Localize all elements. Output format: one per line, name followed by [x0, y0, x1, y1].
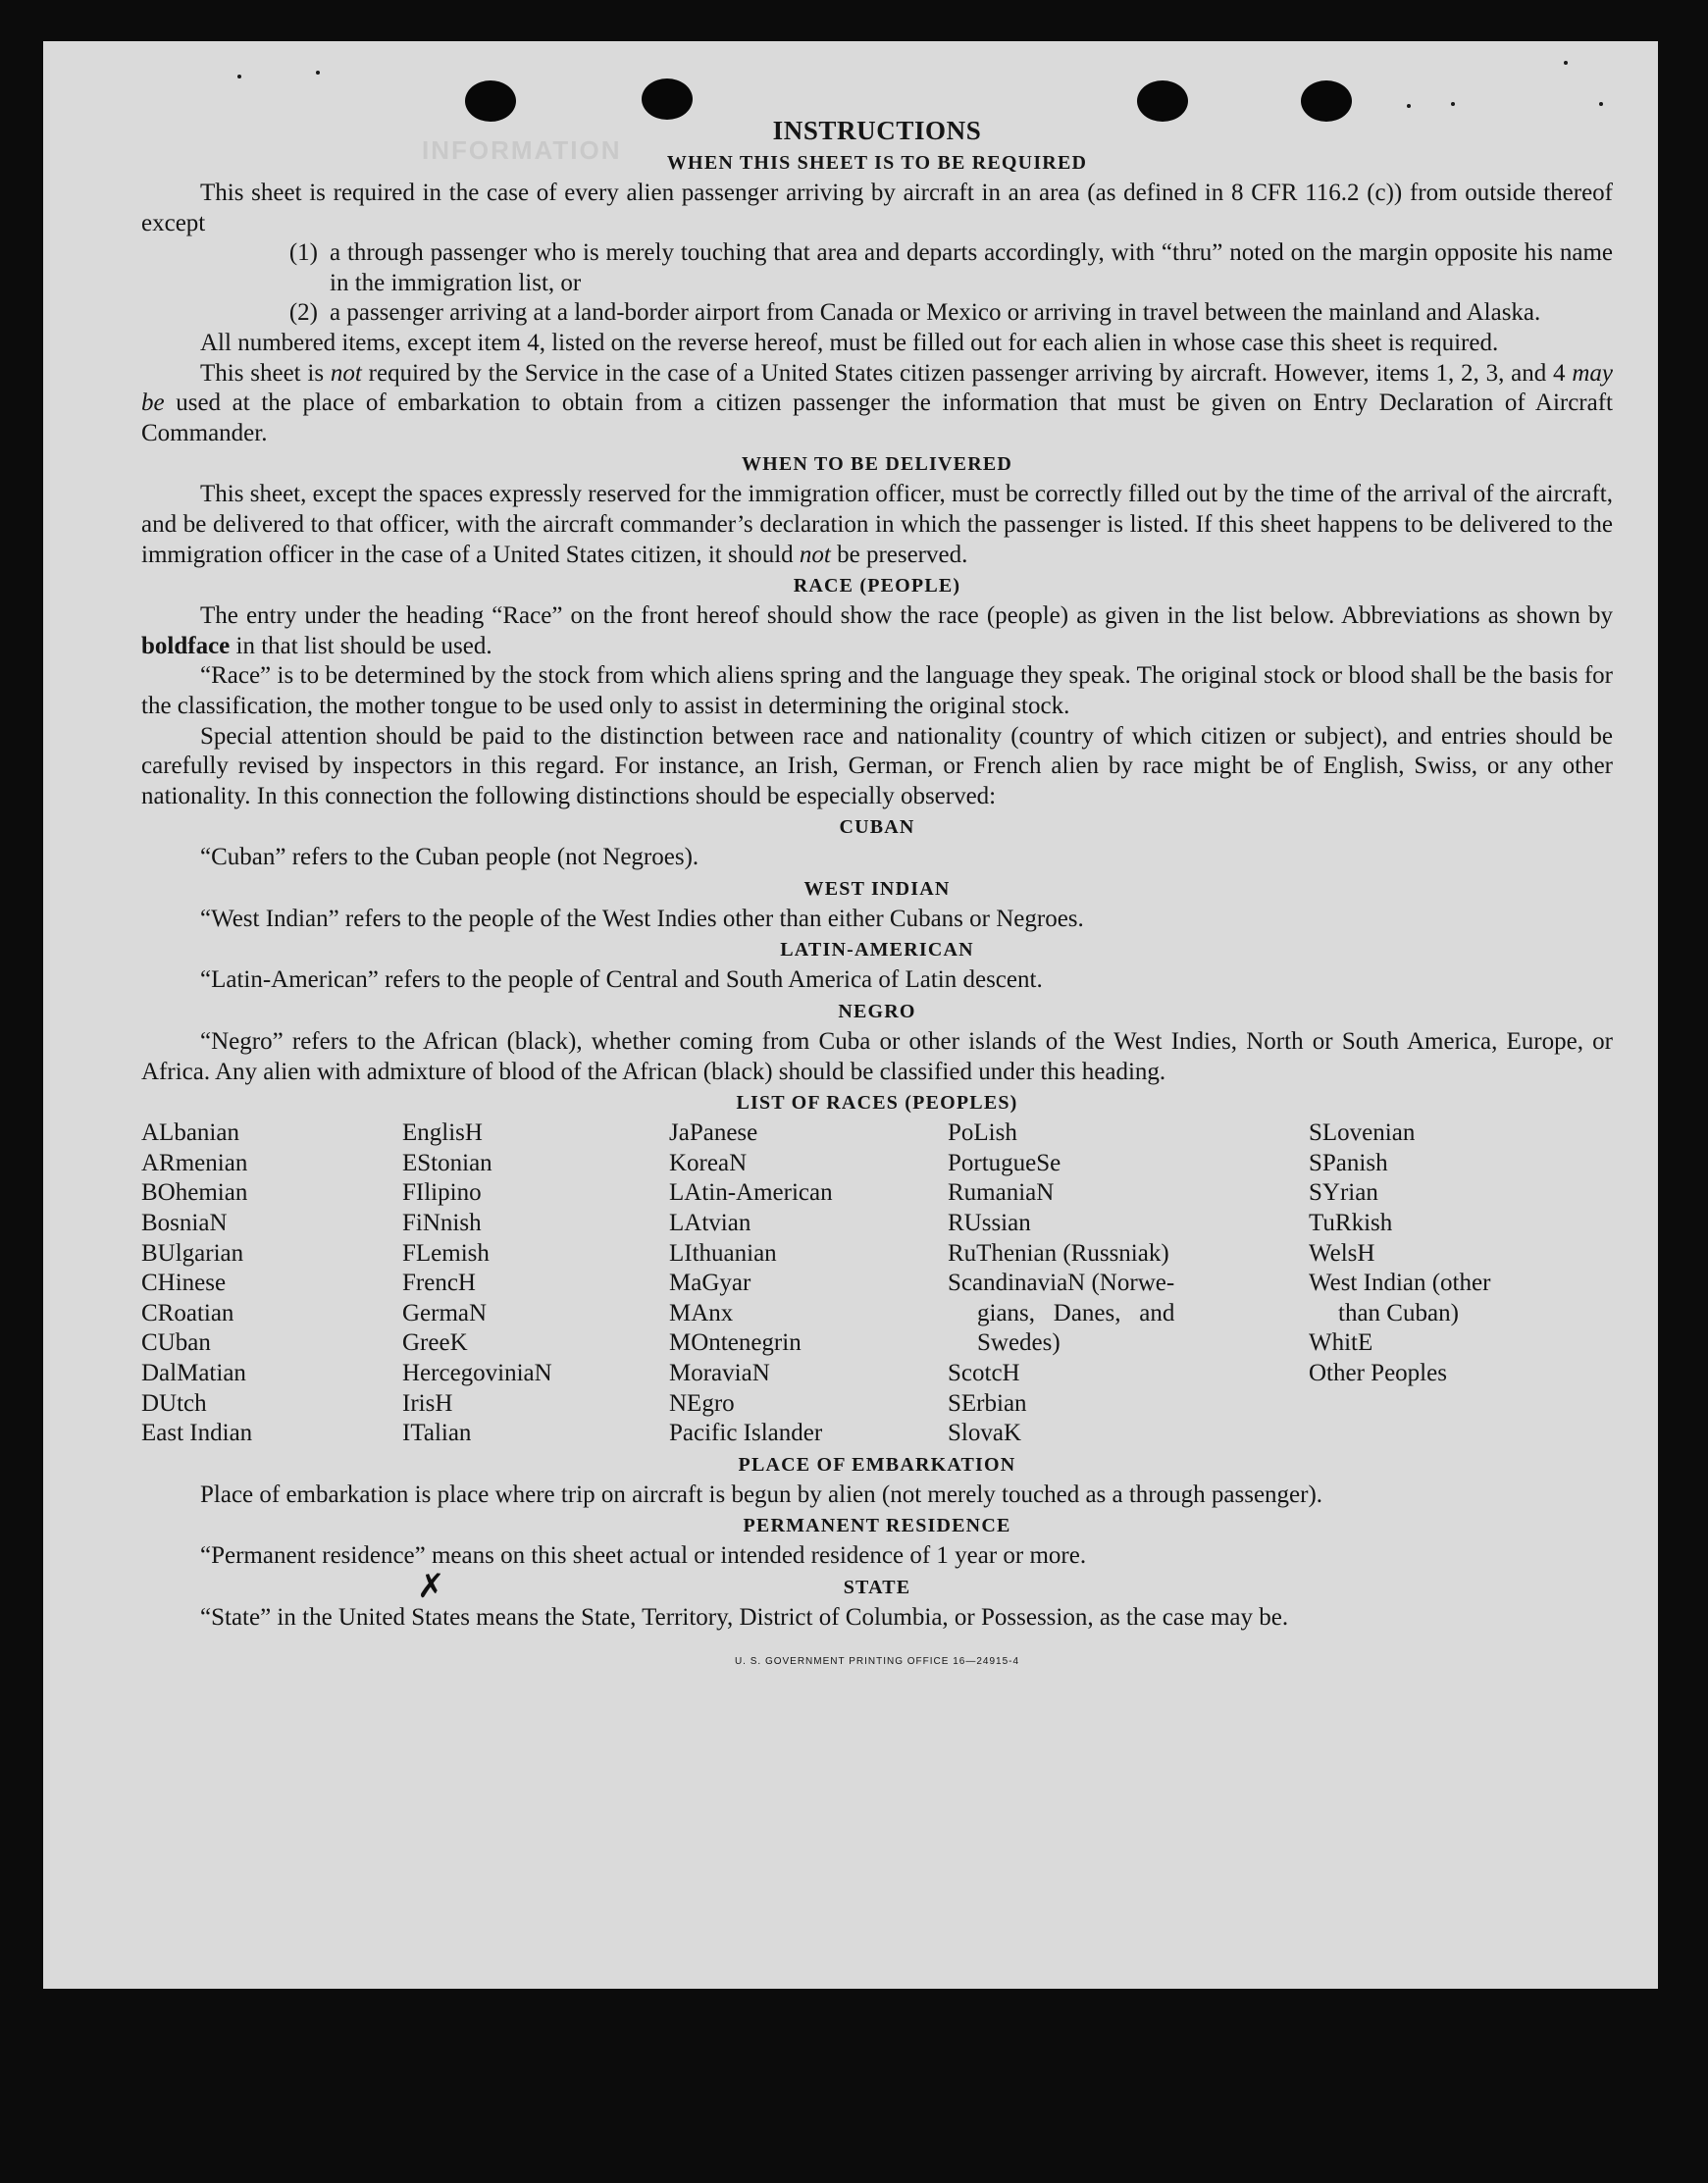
paragraph: Special attention should be paid to the distinction between race and nationality (country of which citizen or subject), and entries should be carefully revised by inspectors in this regard. For instance, an Irish, German, or French alien by race might be of English, Swiss, or any other nationality. In this connection the following distinctions should be especially observed: [141, 722, 1613, 809]
section-heading-delivered: WHEN TO BE DELIVERED [741, 453, 1013, 476]
paragraph: “Latin-American” refers to the people of Central and South America of Latin descent. [200, 966, 1043, 994]
race-item: BosniaN [141, 1210, 228, 1237]
race-item: ScotcH [948, 1360, 1020, 1386]
race-item: LAtin-American [669, 1179, 833, 1207]
ink-speck [1451, 102, 1455, 106]
race-item: FLemish [402, 1239, 490, 1267]
race-item: TuRkish [1309, 1210, 1393, 1237]
race-item: WelsH [1309, 1239, 1375, 1267]
paragraph: All numbered items, except item 4, listed on the reverse hereof, must be filled out for each alien in whose case this sheet is required. [200, 329, 1499, 356]
paragraph: “West Indian” refers to the people of the West Indies other than either Cubans or Negroes. [200, 905, 1084, 932]
race-item: ScandinaviaN (Norwe- [948, 1270, 1175, 1297]
race-item: RuThenian (Russniak) [948, 1239, 1169, 1267]
race-item: East Indian [141, 1420, 253, 1447]
race-item: ARmenian [141, 1149, 248, 1176]
race-item: KoreaN [669, 1149, 748, 1176]
section-heading-list-of-races: LIST OF RACES (PEOPLES) [736, 1092, 1018, 1115]
section-heading-cuban: CUBAN [839, 816, 915, 839]
race-item: RUssian [948, 1210, 1031, 1237]
race-item: GreeK [402, 1329, 468, 1357]
item-number: (2) [288, 299, 318, 327]
race-item: JaPanese [669, 1119, 758, 1147]
paragraph: This sheet is required in the case of every alien passenger arriving by aircraft in an area (as defined in 8 CFR 116.2 (c)) from outside thereof except [141, 180, 1613, 236]
race-item: CRoatian [141, 1299, 234, 1326]
race-item: than Cuban) [1338, 1299, 1459, 1326]
race-item: FiNnish [402, 1210, 482, 1237]
paragraph: The entry under the heading “Race” on the front hereof should show the race (people) as given in the list below. Abbreviations as shown by boldface in that list should be used. [141, 602, 1613, 659]
race-item: NEgro [669, 1389, 735, 1417]
section-heading-embarkation: PLACE OF EMBARKATION [738, 1453, 1016, 1476]
race-column [1309, 1118, 1603, 1449]
race-item: GermaN [402, 1299, 488, 1326]
race-item: FrencH [402, 1270, 476, 1297]
race-item: SPanish [1309, 1149, 1388, 1176]
document-sheet [43, 41, 1658, 1989]
race-item: West Indian (other [1309, 1270, 1491, 1297]
race-item: EnglisH [402, 1119, 483, 1147]
race-item: CHinese [141, 1270, 227, 1297]
race-item: SLovenian [1309, 1119, 1416, 1147]
item-text: a passenger arriving at a land-border airport from Canada or Mexico or arriving in travel between the mainland and Alaska. [330, 299, 1541, 327]
race-item: PoLish [948, 1119, 1017, 1147]
section-heading-west-indian: WEST INDIAN [803, 877, 951, 900]
race-item: ITalian [402, 1420, 472, 1447]
section-heading-negro: NEGRO [838, 1001, 916, 1023]
page-title: INSTRUCTIONS [772, 116, 982, 145]
race-item: LIthuanian [669, 1239, 777, 1267]
race-item: MoraviaN [669, 1360, 770, 1386]
ink-speck [1564, 61, 1568, 65]
race-item: BUlgarian [141, 1239, 244, 1267]
race-item: Swedes) [977, 1329, 1061, 1357]
list-item [141, 298, 1613, 329]
item-number: (1) [288, 239, 318, 267]
race-item: Pacific Islander [669, 1420, 823, 1447]
paragraph: “Race” is to be determined by the stock from which aliens spring and the language they speak. The original stock or blood shall be the basis for the classification, the mother tongue to be used only to assist in determining the original stock. [141, 662, 1613, 719]
instructions-text [141, 114, 1613, 1677]
race-item: SlovaK [948, 1420, 1021, 1447]
race-item: DUtch [141, 1389, 207, 1417]
race-item: RumaniaN [948, 1179, 1055, 1207]
paragraph: This sheet, except the spaces expressly reserved for the immigration officer, must be correctly filled out by the time of the arrival of the aircraft, and be delivered to that officer, with the aircraft commander’s declaration in which the passenger is listed. If this sheet happens to be delivered to the immigration officer in the case of a United States citizen, it should not be preserved. [141, 481, 1613, 568]
bleed-through-heading: INFORMATION [422, 135, 622, 165]
section-heading-race: RACE (PEOPLE) [793, 575, 961, 598]
ink-speck [237, 75, 241, 78]
race-column [141, 1118, 402, 1449]
paragraph: Place of embarkation is place where trip on aircraft is begun by alien (not merely touched as a through passenger). [200, 1481, 1323, 1508]
race-item: MaGyar [669, 1270, 751, 1297]
race-item: SErbian [948, 1389, 1027, 1417]
ink-speck [1407, 104, 1411, 108]
race-item: PortugueSe [948, 1149, 1061, 1176]
paragraph: “Cuban” refers to the Cuban people (not Negroes). [200, 844, 699, 871]
race-item: CUban [141, 1329, 211, 1357]
race-item: gians, Danes, and [977, 1299, 1175, 1326]
item-text: a through passenger who is merely touching that area and departs accordingly, with “thru” noted on the margin opposite his name in the immigration list, or [330, 239, 1613, 296]
race-item: MAnx [669, 1299, 734, 1326]
section-heading-required: WHEN THIS SHEET IS TO BE REQUIRED [666, 152, 1088, 174]
paragraph: “Negro” refers to the African (black), whether coming from Cuba or other islands of the West Indies, North or South America, Europe, or Africa. Any alien with admixture of blood of the African (black) should be classified under this heading. [141, 1028, 1613, 1085]
race-item: LAtvian [669, 1210, 751, 1237]
paragraph: “Permanent residence” means on this sheet actual or intended residence of 1 year or more. [200, 1542, 1087, 1570]
race-item: IrisH [402, 1389, 453, 1417]
race-item: DalMatian [141, 1360, 246, 1386]
section-heading-residence: PERMANENT RESIDENCE [743, 1515, 1011, 1537]
race-item: SYrian [1309, 1179, 1378, 1207]
list-item [141, 238, 1613, 298]
printer-imprint: U. S. GOVERNMENT PRINTING OFFICE 16—24915-4 [734, 1655, 1020, 1667]
race-item: MOntenegrin [669, 1329, 802, 1357]
race-item: WhitE [1309, 1329, 1373, 1357]
race-item: BOhemian [141, 1179, 248, 1207]
ink-speck [316, 71, 320, 75]
race-column [402, 1118, 669, 1449]
section-heading-state: STATE [843, 1576, 911, 1598]
section-heading-latin-american: LATIN-AMERICAN [780, 939, 974, 962]
ink-speck [1599, 102, 1603, 106]
paragraph: “State” in the United States means the State, Territory, District of Columbia, or Possession, as the case may be. [200, 1603, 1289, 1631]
race-item: HercegoviniaN [402, 1360, 552, 1386]
race-item: Other Peoples [1309, 1360, 1447, 1386]
race-list [141, 1118, 1613, 1449]
race-column [948, 1118, 1309, 1449]
race-item: EStonian [402, 1149, 492, 1176]
race-item: FIlipino [402, 1179, 482, 1207]
race-item: ALbanian [141, 1119, 239, 1147]
handwritten-check-mark: ✗ [417, 1569, 445, 1605]
paragraph: This sheet is not required by the Service in the case of a United States citizen passenger arriving by aircraft. However, items 1, 2, 3, and 4 may be used at the place of embarkation to obtain from a citizen passenger the information that must be given on Entry Declaration of Aircraft Commander. [141, 359, 1613, 446]
race-column [669, 1118, 948, 1449]
